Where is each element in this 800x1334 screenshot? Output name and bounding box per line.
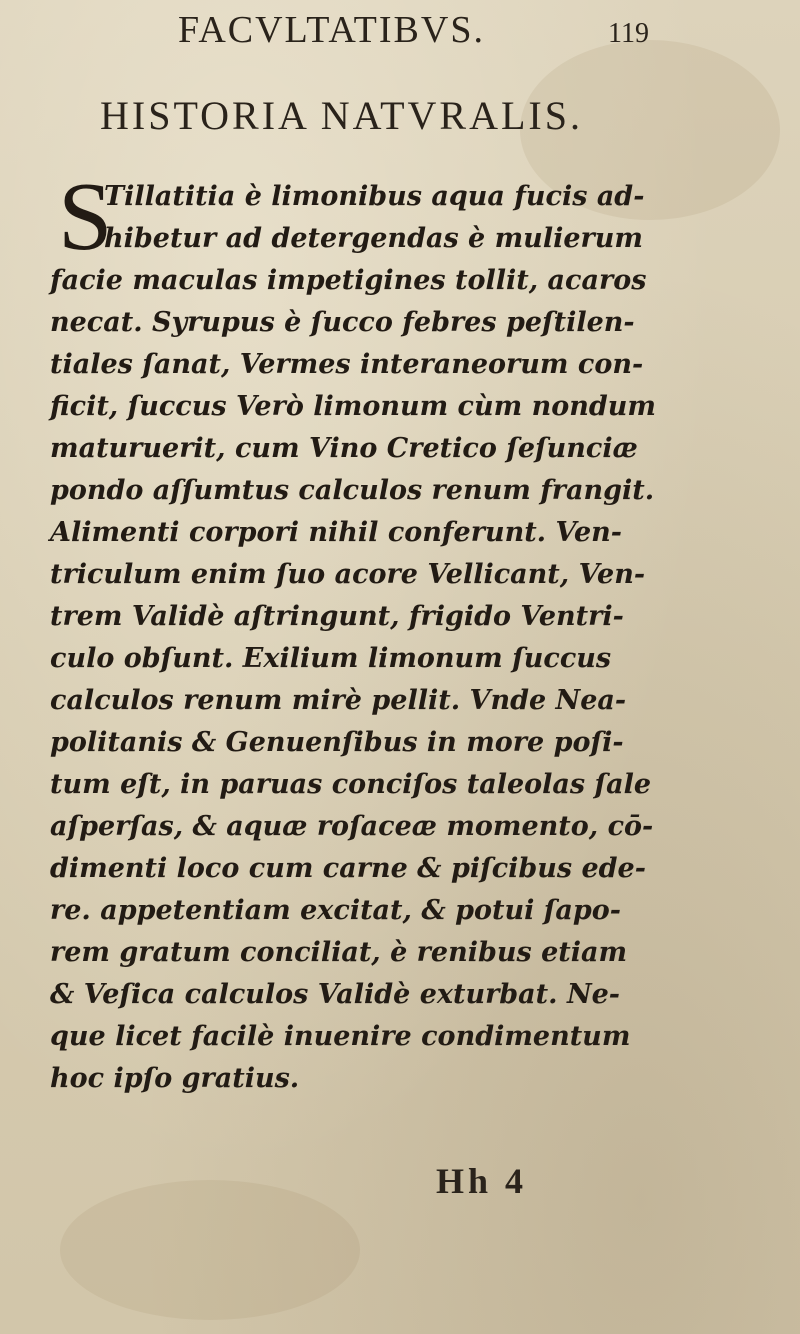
text-line: Alimenti corpori nihil conferunt. Ven- [50,517,622,548]
text-line: maturuerit, cum Vino Cretico ſeſunciæ [50,433,638,464]
text-line: dimenti loco cum carne & piſcibus ede- [50,853,646,884]
running-head [0,8,800,58]
text-line: tum eſt, in paruas conciſos taleolas ſale [50,769,652,800]
text-line: Tillatitia è limonibus aqua fucis ad- [104,181,645,212]
text-line: necat. Syrupus è ſucco febres peſtilen- [50,307,635,338]
text-line: hoc ipſo gratius. [50,1063,300,1094]
signature-mark: Hh 4 [436,1161,528,1201]
text-line: politanis & Genuenſibus in more poſi- [50,727,624,758]
text-line: pondo aſſumtus calculos renum frangit. [50,475,655,506]
text-line: & Veſica calculos Validè exturbat. Ne- [50,979,621,1010]
page-number: 119 [608,18,649,49]
body-text [50,176,690,1100]
section-title: HISTORIA NATVRALIS. [100,93,583,138]
text-line: re. appetentiam excitat, & potui ſapo- [50,895,621,926]
text-line: tiales ſanat, Vermes interaneorum con- [50,349,644,380]
text-line: facie maculas impetigines tollit, acaros [50,265,647,296]
text-line: triculum enim ſuo acore Vellicant, Ven- [50,559,646,590]
text-line: ficit, ſuccus Verò limonum cùm nondum [50,391,656,422]
text-line: hibetur ad detergendas è mulierum [104,223,643,254]
text-line: calculos renum mirè pellit. Vnde Nea- [50,685,627,716]
text-line: aſperſas, & aquæ roſaceæ momento, cō- [50,811,654,842]
text-line: trem Validè aſtringunt, frigido Ventri- [50,601,624,632]
text-line: que licet facilè inuenire condimentum [50,1021,631,1052]
running-head-title: FACVLTATIBVS. [178,9,485,51]
text-line: culo obſunt. Exilium limonum ſuccus [50,643,612,674]
paper-stain [60,1180,360,1320]
drop-cap: S [58,163,113,271]
text-line: rem gratum conciliat, è renibus etiam [50,937,628,968]
